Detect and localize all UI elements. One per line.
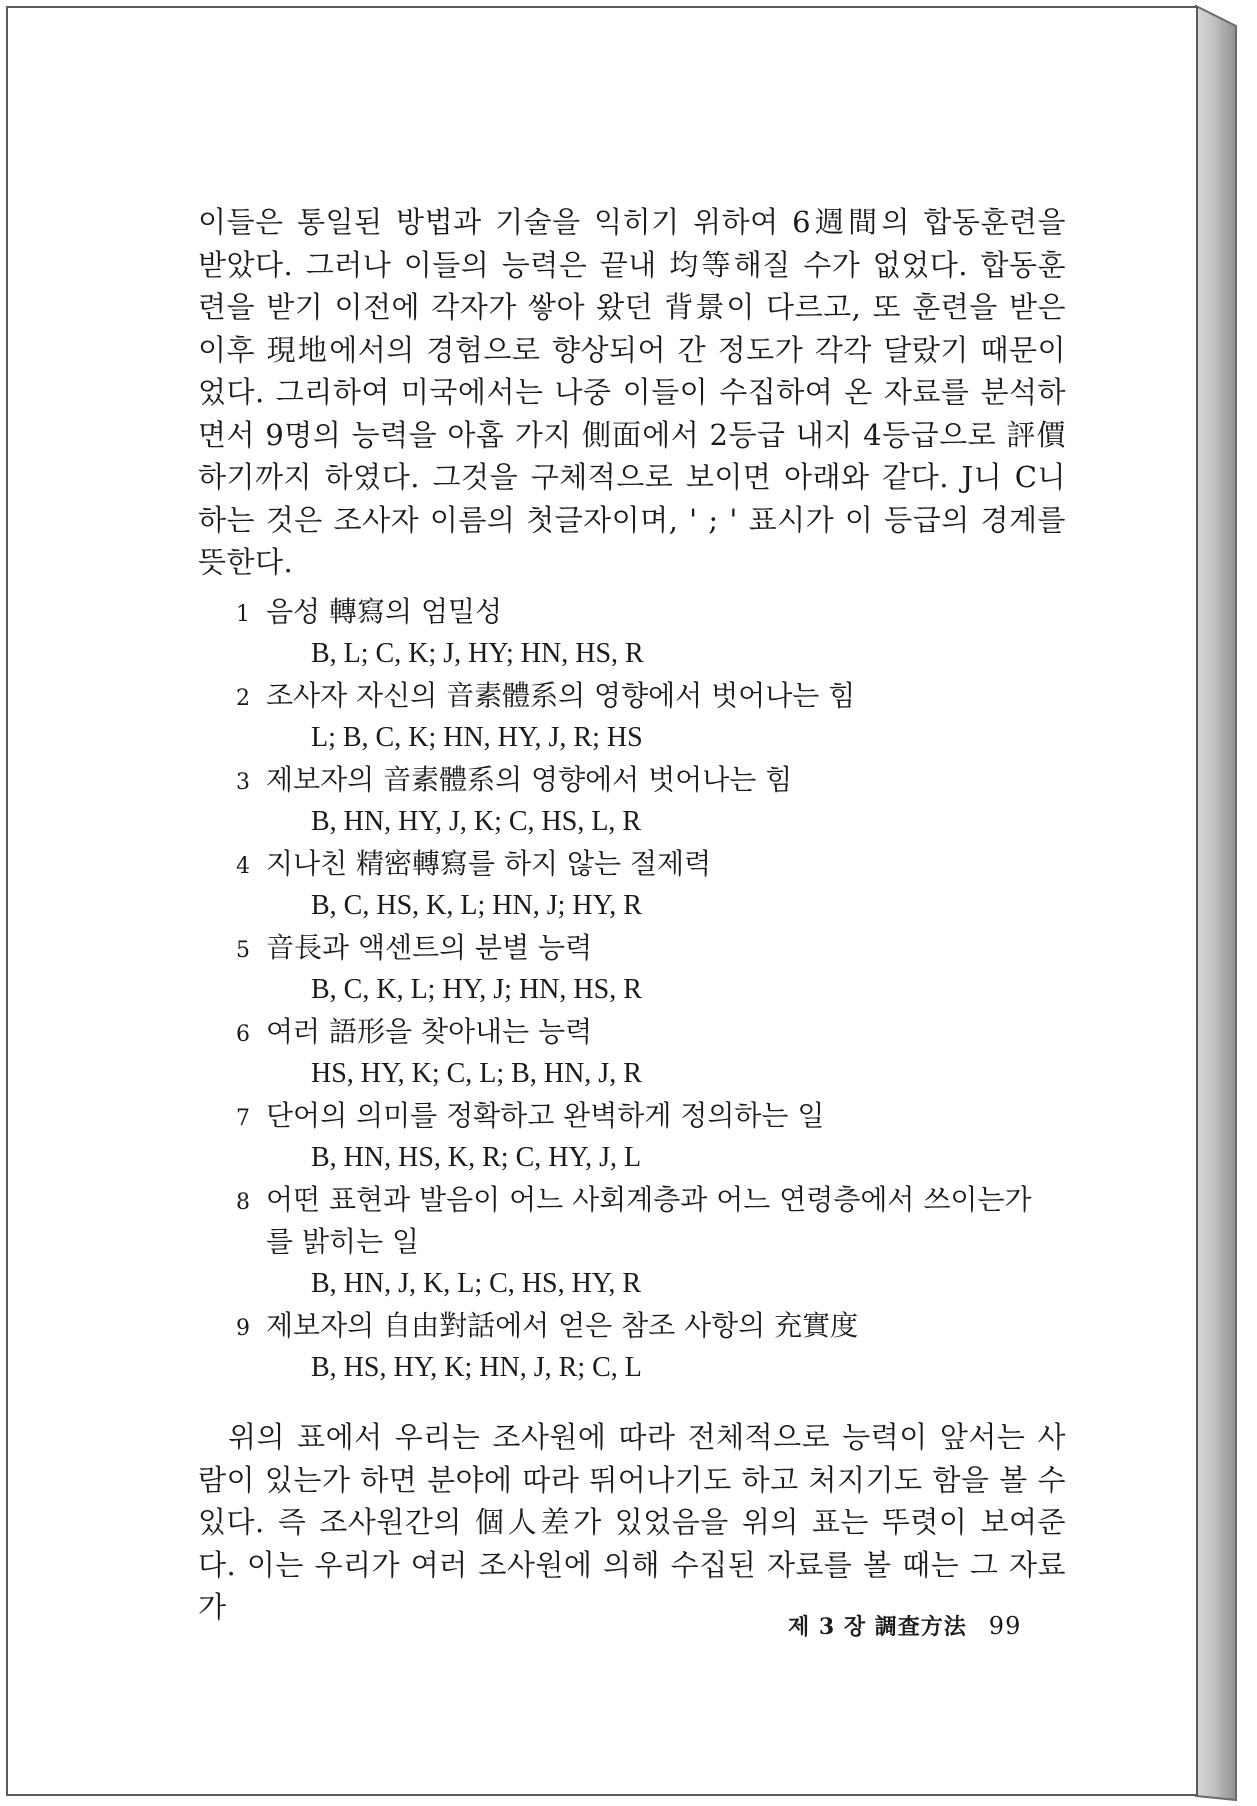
list-item <box>236 1011 1066 1095</box>
list-item <box>236 759 1066 843</box>
item-grades: B, C, K, L; HY, J; HN, HS, R <box>311 974 642 1005</box>
paragraph-conclusion: 위의 표에서 우리는 조사원에 따라 전체적으로 능력이 앞서는 사람이 있는가 하면 분야에 따라 뛰어나기도 하고 처지기도 함을 볼 수 있다. 즉 조사원간의 個人差가 있었음을 위의 표는 뚜렷이 보여준다. 이는 우리가 여러 조사원에 의해 수집된 자료를 볼 때는 그 자료가 <box>198 1420 1066 1624</box>
page-number: 99 <box>988 1612 1022 1640</box>
item-title-text: 제보자의 自由對話에서 얻은 참조 사항의 充實度 <box>266 1309 859 1342</box>
item-grades: B, C, HS, K, L; HN, J; HY, R <box>311 890 642 921</box>
item-grades: B, HN, J, K, L; C, HS, HY, R <box>311 1268 642 1299</box>
item-title <box>236 1095 1066 1137</box>
item-grades: B, HN, HY, J, K; C, HS, L, R <box>311 806 642 837</box>
item-number: 9 <box>236 1316 250 1341</box>
evaluation-list <box>236 591 1066 1389</box>
item-title <box>236 1179 1066 1221</box>
list-item <box>236 675 1066 759</box>
item-title <box>236 927 1066 969</box>
item-title-text: 어떤 표현과 발음이 어느 사회계층과 어느 연령층에서 쓰이는가 <box>266 1183 1032 1216</box>
paragraph-intro: 이들은 통일된 방법과 기술을 익히기 위하여 6週間의 합동훈련을 받았다. 그러나 이들의 능력은 끝내 均等해질 수가 없었다. 합동훈련을 받기 이전에 각자가 쌓아 왔던 背景이 다르고, 또 훈련을 받은 이후 現地에서의 경험으로 향상되어 간 정도가 각각 달랐기 때문이었다. 그리하여 미국에서는 나중 이들이 수집하여 온 자료를 분석하면서 9명의 능력을 아홉 가지 側面에서 2등급 내지 4등급으로 評價하기까지 하였다. 그것을 구체적으로 보이면 아래와 같다. J니 C니 하는 것은 조사자 이름의 첫글자이며, ' ; ' 표시가 이 등급의 경계를 뜻한다. <box>198 205 1066 579</box>
item-grades: B, L; C, K; J, HY; HN, HS, R <box>311 638 644 669</box>
item-title-text: 音長과 액센트의 분별 능력 <box>266 931 593 964</box>
book-page <box>6 6 1198 1796</box>
item-title <box>236 675 1066 717</box>
item-title <box>236 843 1066 885</box>
item-grades: L; B, C, K; HN, HY, J, R; HS <box>311 722 643 753</box>
item-title-text: 음성 轉寫의 엄밀성 <box>266 595 503 628</box>
item-grades: B, HS, HY, K; HN, J, R; C, L <box>311 1352 642 1383</box>
list-item <box>236 1179 1066 1305</box>
item-title-cont-text: 를 밝히는 일 <box>266 1225 420 1258</box>
item-grades: HS, HY, K; C, L; B, HN, J, R <box>311 1058 642 1089</box>
item-title <box>236 759 1066 801</box>
item-number: 8 <box>236 1190 250 1215</box>
item-title-continuation <box>236 1221 1066 1263</box>
chapter-title: 제 3 장 調査方法 <box>788 1614 967 1640</box>
item-title-text: 제보자의 音素體系의 영향에서 벗어나는 힘 <box>266 763 793 796</box>
item-title <box>236 591 1066 633</box>
item-title <box>236 1305 1066 1347</box>
list-item <box>236 927 1066 1011</box>
page-footer <box>788 1610 1021 1641</box>
item-number: 6 <box>236 1022 250 1047</box>
item-number: 2 <box>236 686 250 711</box>
item-number: 3 <box>236 770 250 795</box>
item-title-text: 조사자 자신의 音素體系의 영향에서 벗어나는 힘 <box>266 679 856 712</box>
list-item <box>236 1305 1066 1389</box>
item-number: 1 <box>236 602 250 627</box>
list-item <box>236 1095 1066 1179</box>
list-item <box>236 591 1066 675</box>
item-number: 5 <box>236 938 250 963</box>
item-title-text: 지나친 精密轉寫를 하지 않는 절제력 <box>266 847 712 880</box>
item-title-text: 단어의 의미를 정확하고 완벽하게 정의하는 일 <box>266 1099 825 1132</box>
item-title-text: 여러 語形을 찾아내는 능력 <box>266 1015 593 1048</box>
item-title <box>236 1011 1066 1053</box>
list-item <box>236 843 1066 927</box>
item-number: 7 <box>236 1106 250 1131</box>
item-grades: B, HN, HS, K, R; C, HY, J, L <box>311 1142 642 1173</box>
item-number: 4 <box>236 854 250 879</box>
